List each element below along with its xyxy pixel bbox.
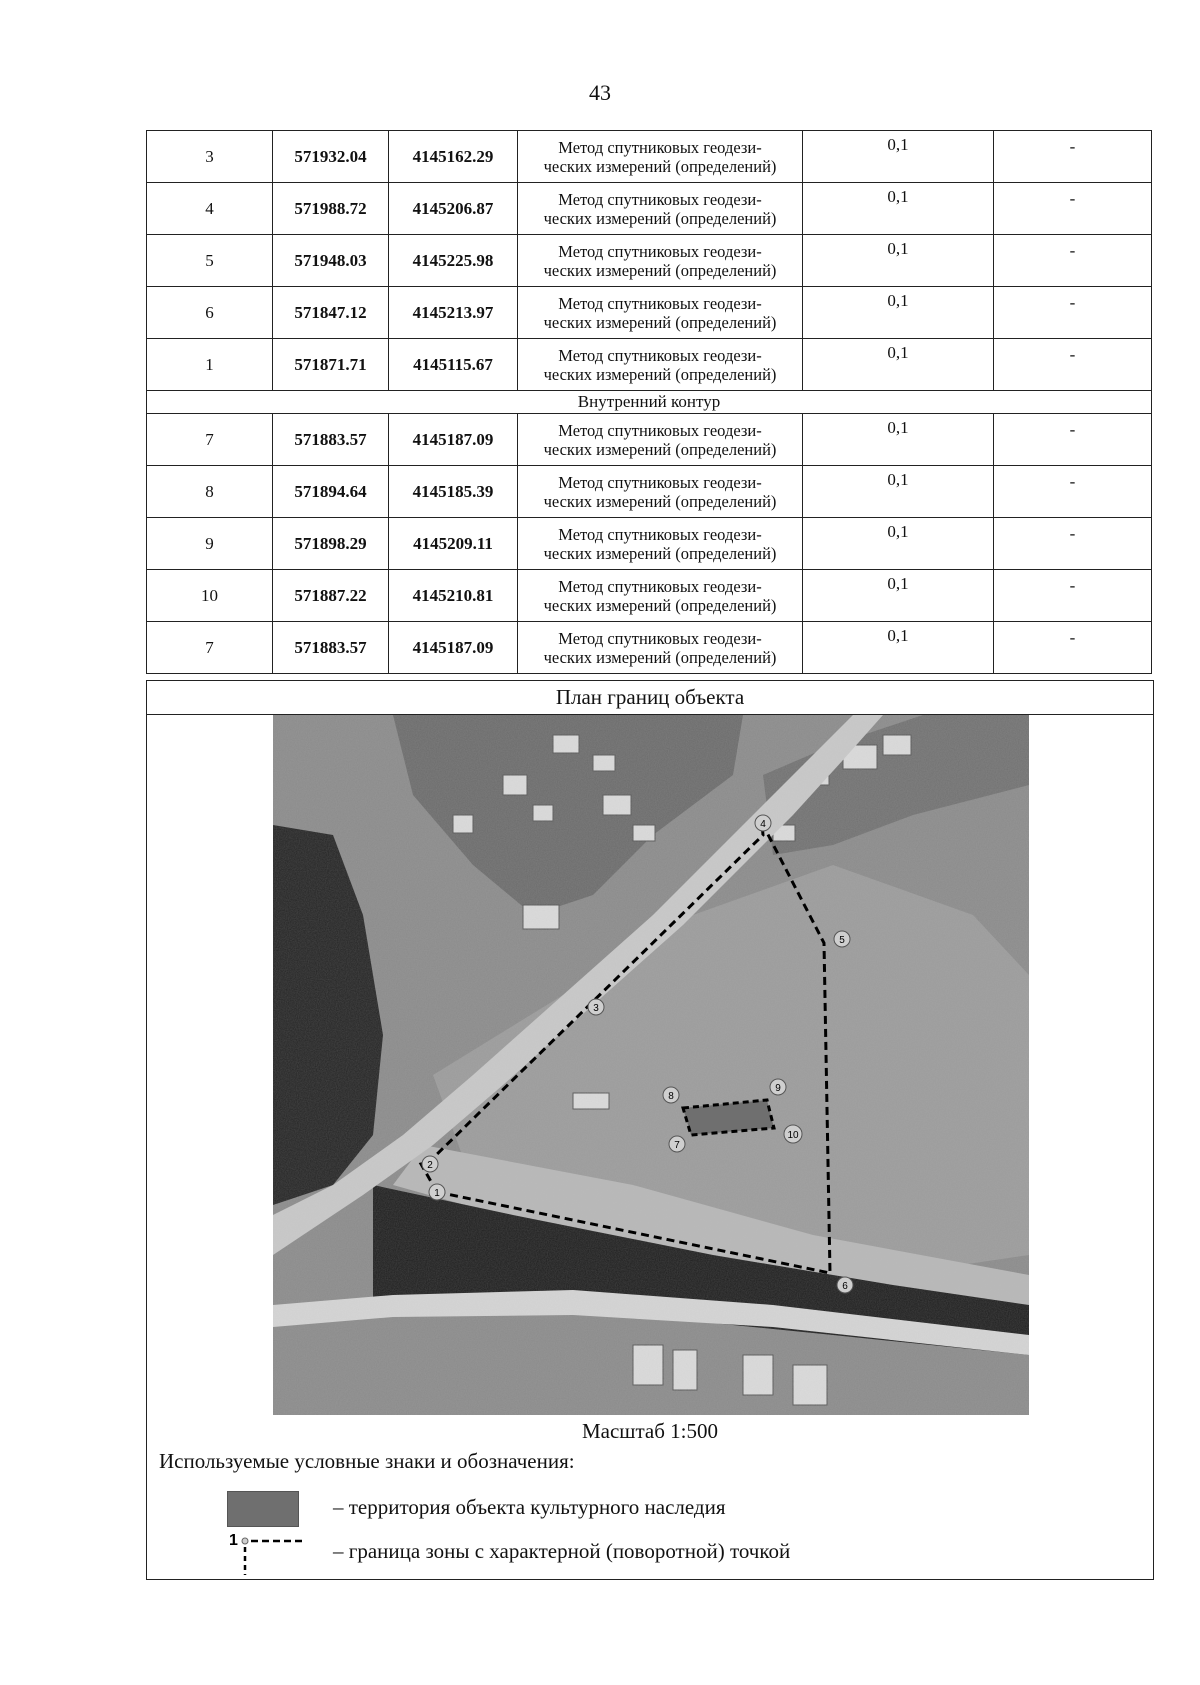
method-line-1: Метод спутниковых геодези- — [558, 241, 762, 261]
method-line-1: Метод спутниковых геодези- — [558, 524, 762, 544]
point-number: 1 — [147, 339, 273, 391]
section-label: Внутренний контур — [147, 391, 1152, 414]
coord-y: 4145162.29 — [389, 131, 518, 183]
coord-x: 571948.03 — [273, 235, 389, 287]
coord-y: 4145115.67 — [389, 339, 518, 391]
point-number: 3 — [147, 131, 273, 183]
method-line-2: ческих измерений (определений) — [543, 260, 777, 280]
svg-text:10: 10 — [787, 1130, 799, 1141]
method-line-2: ческих измерений (определений) — [543, 156, 777, 176]
point-number: 5 — [147, 235, 273, 287]
method-line-1: Метод спутниковых геодези- — [558, 628, 762, 648]
coord-y: 4145206.87 — [389, 183, 518, 235]
accuracy: 0,1 — [803, 235, 994, 287]
point-9 — [770, 1079, 786, 1095]
point-6 — [837, 1277, 853, 1293]
note: - — [994, 414, 1152, 466]
coord-y: 4145185.39 — [389, 466, 518, 518]
coord-y: 4145187.09 — [389, 622, 518, 674]
coord-x: 571883.57 — [273, 414, 389, 466]
svg-text:8: 8 — [668, 1091, 674, 1102]
accuracy: 0,1 — [803, 131, 994, 183]
method-line-2: ческих измерений (определений) — [543, 491, 777, 511]
table-row — [147, 518, 1152, 570]
method-line-2: ческих измерений (определений) — [543, 312, 777, 332]
note: - — [994, 570, 1152, 622]
accuracy: 0,1 — [803, 287, 994, 339]
legend-heritage-text: – территория объекта культурного наследия — [333, 1494, 726, 1519]
legend-boundary-row — [227, 1531, 790, 1571]
table-row — [147, 466, 1152, 518]
method-line-1: Метод спутниковых геодези- — [558, 293, 762, 313]
method-cell — [518, 622, 803, 674]
method-cell — [518, 235, 803, 287]
coord-x: 571847.12 — [273, 287, 389, 339]
coord-y: 4145210.81 — [389, 570, 518, 622]
boundary-line-icon — [227, 1531, 317, 1575]
point-number: 8 — [147, 466, 273, 518]
point-4 — [755, 815, 771, 831]
method-line-1: Метод спутниковых геодези- — [558, 137, 762, 157]
svg-text:1: 1 — [434, 1188, 440, 1199]
point-7 — [669, 1136, 685, 1152]
method-line-1: Метод спутниковых геодези- — [558, 345, 762, 365]
method-line-1: Метод спутниковых геодези- — [558, 420, 762, 440]
method-cell — [518, 466, 803, 518]
method-cell — [518, 131, 803, 183]
accuracy: 0,1 — [803, 570, 994, 622]
table-row — [147, 622, 1152, 674]
svg-text:3: 3 — [593, 1003, 599, 1014]
point-number: 7 — [147, 622, 273, 674]
plan-title: План границ объекта — [147, 681, 1153, 715]
table-row — [147, 131, 1152, 183]
method-line-2: ческих измерений (определений) — [543, 364, 777, 384]
svg-text:7: 7 — [674, 1140, 680, 1151]
method-cell — [518, 287, 803, 339]
svg-text:9: 9 — [775, 1083, 781, 1094]
point-8 — [663, 1087, 679, 1103]
accuracy: 0,1 — [803, 183, 994, 235]
point-1 — [429, 1184, 445, 1200]
coordinates-table — [146, 130, 1152, 674]
method-line-1: Метод спутниковых геодези- — [558, 576, 762, 596]
method-cell — [518, 518, 803, 570]
method-line-2: ческих измерений (определений) — [543, 647, 777, 667]
aerial-map — [273, 715, 1029, 1415]
method-cell — [518, 414, 803, 466]
note: - — [994, 287, 1152, 339]
coord-x: 571894.64 — [273, 466, 389, 518]
svg-text:1: 1 — [229, 1532, 238, 1549]
plan-panel — [146, 680, 1154, 1580]
method-cell — [518, 570, 803, 622]
note: - — [994, 518, 1152, 570]
heritage-swatch-icon — [227, 1491, 299, 1527]
accuracy: 0,1 — [803, 339, 994, 391]
coord-x: 571883.57 — [273, 622, 389, 674]
page-number: 43 — [589, 80, 611, 105]
method-line-1: Метод спутниковых геодези- — [558, 189, 762, 209]
method-cell — [518, 183, 803, 235]
legend-heritage-row — [227, 1487, 726, 1527]
method-line-2: ческих измерений (определений) — [543, 208, 777, 228]
note: - — [994, 183, 1152, 235]
point-number: 10 — [147, 570, 273, 622]
accuracy: 0,1 — [803, 518, 994, 570]
coord-x: 571887.22 — [273, 570, 389, 622]
note: - — [994, 131, 1152, 183]
point-2 — [422, 1156, 438, 1172]
svg-text:2: 2 — [427, 1160, 433, 1171]
table-row — [147, 287, 1152, 339]
point-3 — [588, 999, 604, 1015]
note: - — [994, 339, 1152, 391]
method-line-2: ческих измерений (определений) — [543, 543, 777, 563]
section-row — [147, 391, 1152, 414]
accuracy: 0,1 — [803, 414, 994, 466]
table-row — [147, 570, 1152, 622]
coord-y: 4145187.09 — [389, 414, 518, 466]
coord-x: 571898.29 — [273, 518, 389, 570]
svg-text:5: 5 — [839, 935, 845, 946]
table-row — [147, 414, 1152, 466]
table-row — [147, 235, 1152, 287]
map-scale: Масштаб 1:500 — [581, 1419, 718, 1443]
method-line-2: ческих измерений (определений) — [543, 439, 777, 459]
accuracy: 0,1 — [803, 466, 994, 518]
coord-y: 4145213.97 — [389, 287, 518, 339]
note: - — [994, 235, 1152, 287]
point-number: 7 — [147, 414, 273, 466]
coord-y: 4145225.98 — [389, 235, 518, 287]
svg-text:6: 6 — [842, 1281, 848, 1292]
coord-y: 4145209.11 — [389, 518, 518, 570]
method-line-2: ческих измерений (определений) — [543, 595, 777, 615]
legend-boundary-text: – граница зоны с характерной (поворотной) точкой — [333, 1538, 791, 1563]
point-5 — [834, 931, 850, 947]
accuracy: 0,1 — [803, 622, 994, 674]
svg-text:4: 4 — [760, 819, 766, 830]
coord-x: 571871.71 — [273, 339, 389, 391]
coord-x: 571988.72 — [273, 183, 389, 235]
point-number: 4 — [147, 183, 273, 235]
table-row — [147, 339, 1152, 391]
coord-x: 571932.04 — [273, 131, 389, 183]
point-10 — [784, 1125, 802, 1143]
note: - — [994, 466, 1152, 518]
method-line-1: Метод спутниковых геодези- — [558, 472, 762, 492]
method-cell — [518, 339, 803, 391]
point-number: 6 — [147, 287, 273, 339]
point-number: 9 — [147, 518, 273, 570]
table-row — [147, 183, 1152, 235]
legend-title: Используемые условные знаки и обозначения: — [159, 1449, 575, 1473]
note: - — [994, 622, 1152, 674]
